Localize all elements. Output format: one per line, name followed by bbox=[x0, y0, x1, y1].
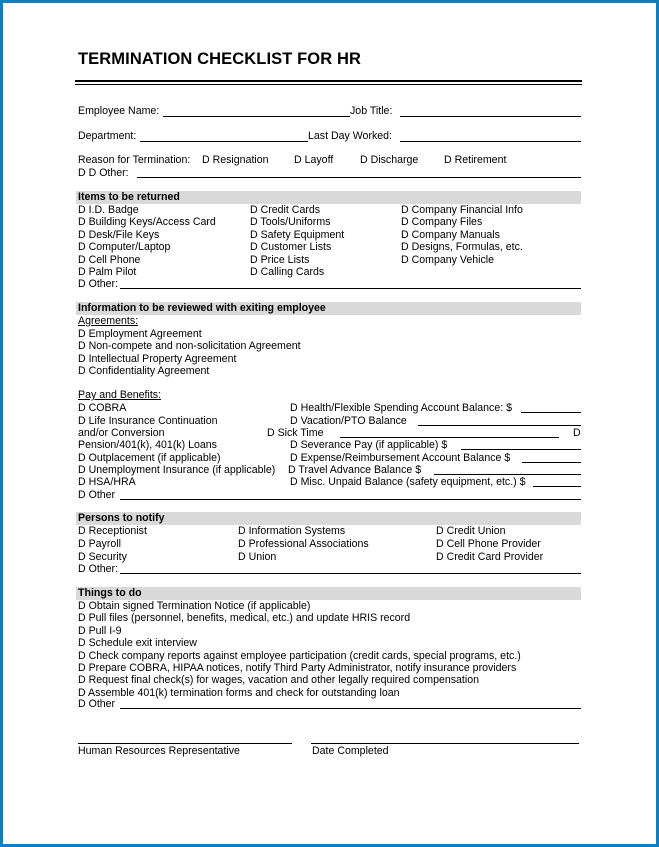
section-heading-items-returned: Items to be returned bbox=[76, 191, 581, 204]
date-completed-label: Date Completed bbox=[312, 745, 389, 757]
pay-balance-checkbox[interactable]: D Travel Advance Balance $ bbox=[288, 464, 422, 476]
person-checkbox[interactable]: D Security bbox=[78, 551, 127, 563]
person-checkbox[interactable]: D Professional Associations bbox=[238, 538, 369, 550]
person-checkbox[interactable]: D Cell Phone Provider bbox=[436, 538, 541, 550]
pay-balance-checkbox[interactable]: D Misc. Unpaid Balance (safety equipment, etc.) $ bbox=[290, 476, 526, 488]
person-checkbox[interactable]: D Credit Card Provider bbox=[436, 551, 544, 563]
pay-balance-field[interactable] bbox=[533, 486, 581, 487]
item-checkbox[interactable]: D Company Financial Info bbox=[401, 204, 523, 216]
todo-checkbox[interactable]: D Obtain signed Termination Notice (if applicable) bbox=[78, 600, 311, 612]
item-checkbox[interactable]: D Safety Equipment bbox=[250, 228, 345, 241]
person-checkbox[interactable]: D Union bbox=[238, 551, 277, 563]
pay-balance-checkbox[interactable]: D Vacation/PTO Balance bbox=[290, 415, 407, 427]
pay-other-checkbox[interactable]: D Other bbox=[78, 489, 116, 501]
last-day-worked-label: Last Day Worked: bbox=[308, 130, 392, 142]
pay-balance-checkbox[interactable]: D Sick Time bbox=[267, 427, 324, 439]
last-day-worked-field[interactable] bbox=[400, 141, 581, 142]
pay-balance-checkbox[interactable]: D Severance Pay (if applicable) $ bbox=[290, 439, 448, 451]
section-heading-things-to-do: Things to do bbox=[76, 587, 581, 600]
pay-checkbox[interactable]: D Life Insurance Continuation bbox=[78, 415, 218, 427]
section-heading-persons-notify: Persons to notify bbox=[76, 512, 581, 525]
reason-resignation-checkbox[interactable]: D Resignation bbox=[202, 154, 269, 166]
todo-other-checkbox[interactable]: D Other bbox=[78, 698, 116, 710]
todo-checkbox[interactable]: D Assemble 401(k) termination forms and check for outstanding loan bbox=[78, 686, 400, 699]
item-checkbox[interactable]: D I.D. Badge bbox=[78, 204, 139, 216]
department-field[interactable] bbox=[140, 141, 308, 142]
items-col-2 bbox=[250, 204, 344, 278]
pay-benefits-label: Pay and Benefits: bbox=[78, 389, 162, 401]
section-heading-info-reviewed: Information to be reviewed with exiting employee bbox=[76, 302, 581, 315]
pay-balance-checkbox[interactable]: D Health/Flexible Spending Account Balance: $ bbox=[290, 402, 513, 414]
item-checkbox[interactable]: D Company Vehicle bbox=[401, 253, 495, 266]
pay-checkbox[interactable]: D HSA/HRA bbox=[78, 476, 136, 488]
todo-checkbox[interactable]: D Schedule exit interview bbox=[78, 637, 197, 650]
item-checkbox[interactable]: D Designs, Formulas, etc. bbox=[401, 241, 523, 254]
item-checkbox[interactable]: D Customer Lists bbox=[250, 241, 332, 254]
reason-label: Reason for Termination: bbox=[78, 154, 191, 166]
items-col-3 bbox=[401, 204, 523, 266]
todo-other-field[interactable] bbox=[120, 708, 581, 709]
persons-other-field[interactable] bbox=[120, 573, 581, 574]
pay-checkbox[interactable]: D Outplacement (if applicable) bbox=[78, 452, 221, 464]
item-checkbox[interactable]: D Cell Phone bbox=[78, 253, 141, 266]
person-checkbox[interactable]: D Receptionist bbox=[78, 525, 147, 537]
pay-balance-field[interactable] bbox=[340, 437, 559, 438]
employee-name-label: Employee Name: bbox=[78, 105, 160, 117]
todo-checkbox[interactable]: D Pull files (personnel, benefits, medical, etc.) and update HRIS record bbox=[78, 612, 411, 625]
item-checkbox[interactable]: D Company Files bbox=[401, 216, 483, 229]
item-checkbox[interactable]: D Credit Cards bbox=[250, 204, 321, 216]
pay-text: Pension/401(k), 401(k) Loans bbox=[78, 439, 217, 451]
item-checkbox[interactable]: D Calling Cards bbox=[250, 266, 325, 279]
item-checkbox[interactable]: D Computer/Laptop bbox=[78, 241, 171, 254]
todo-checkbox[interactable]: D Request final check(s) for wages, vacation and other legally required compensation bbox=[78, 674, 480, 687]
persons-col-3 bbox=[436, 525, 543, 564]
agreement-checkbox[interactable]: D Confidentiality Agreement bbox=[78, 365, 210, 378]
pay-balance-checkbox[interactable]: D Expense/Reimbursement Account Balance $ bbox=[290, 452, 511, 464]
agreements-list bbox=[78, 328, 301, 378]
employee-name-field[interactable] bbox=[163, 116, 350, 117]
pay-balance-field[interactable] bbox=[521, 412, 581, 413]
todo-checkbox[interactable]: D Pull I-9 bbox=[78, 624, 122, 637]
persons-col-2 bbox=[238, 525, 369, 564]
pay-checkbox[interactable]: D COBRA bbox=[78, 402, 127, 414]
agreements-label: Agreements: bbox=[78, 315, 139, 327]
item-checkbox[interactable]: D Palm Pilot bbox=[78, 266, 137, 279]
todo-list bbox=[78, 600, 521, 699]
reason-retirement-checkbox[interactable]: D Retirement bbox=[444, 154, 507, 166]
pay-checkbox[interactable]: D Unemployment Insurance (if applicable) bbox=[78, 464, 276, 476]
pay-other-field[interactable] bbox=[120, 499, 581, 500]
item-checkbox[interactable]: D Tools/Uniforms bbox=[250, 216, 331, 229]
department-label: Department: bbox=[78, 130, 137, 142]
reason-discharge-checkbox[interactable]: D Discharge bbox=[360, 154, 419, 166]
items-other-checkbox[interactable]: D Other: bbox=[78, 278, 119, 290]
title-rule bbox=[75, 80, 582, 85]
reason-other-checkbox[interactable]: D D Other: bbox=[78, 167, 129, 179]
person-checkbox[interactable]: D Credit Union bbox=[436, 525, 506, 537]
items-col-1 bbox=[78, 204, 216, 278]
date-completed-line[interactable] bbox=[311, 743, 579, 744]
pay-balance-field[interactable] bbox=[434, 474, 581, 475]
item-checkbox[interactable]: D Desk/File Keys bbox=[78, 228, 160, 241]
item-checkbox[interactable]: D Company Manuals bbox=[401, 228, 500, 241]
agreement-checkbox[interactable]: D Intellectual Property Agreement bbox=[78, 352, 237, 365]
person-checkbox[interactable]: D Information Systems bbox=[238, 525, 346, 537]
hr-rep-label: Human Resources Representative bbox=[78, 745, 240, 757]
pay-balance-field[interactable] bbox=[461, 449, 581, 450]
reason-other-field[interactable] bbox=[137, 177, 581, 178]
agreement-checkbox[interactable]: D Non-compete and non-solicitation Agreement bbox=[78, 340, 301, 353]
item-checkbox[interactable]: D Building Keys/Access Card bbox=[78, 216, 216, 229]
reason-layoff-checkbox[interactable]: D Layoff bbox=[294, 154, 334, 166]
stray-checkbox[interactable]: D bbox=[573, 427, 581, 439]
todo-checkbox[interactable]: D Prepare COBRA, HIPAA notices, notify Third Party Administrator, notify insurance providers bbox=[78, 662, 517, 675]
persons-other-checkbox[interactable]: D Other: bbox=[78, 563, 119, 575]
pay-text: and/or Conversion bbox=[78, 427, 165, 439]
pay-balance-field[interactable] bbox=[418, 425, 581, 426]
items-other-field[interactable] bbox=[120, 288, 581, 289]
item-checkbox[interactable]: D Price Lists bbox=[250, 253, 310, 266]
pay-balance-field[interactable] bbox=[522, 462, 581, 463]
todo-checkbox[interactable]: D Check company reports against employee participation (credit cards, special programs, etc.) bbox=[78, 649, 521, 662]
job-title-field[interactable] bbox=[400, 116, 581, 117]
agreement-checkbox[interactable]: D Employment Agreement bbox=[78, 328, 202, 340]
persons-col-1 bbox=[78, 525, 147, 564]
hr-rep-signature-line[interactable] bbox=[78, 743, 292, 744]
person-checkbox[interactable]: D Payroll bbox=[78, 538, 121, 550]
page-title: TERMINATION CHECKLIST FOR HR bbox=[78, 50, 361, 68]
job-title-label: Job Title: bbox=[350, 105, 393, 117]
